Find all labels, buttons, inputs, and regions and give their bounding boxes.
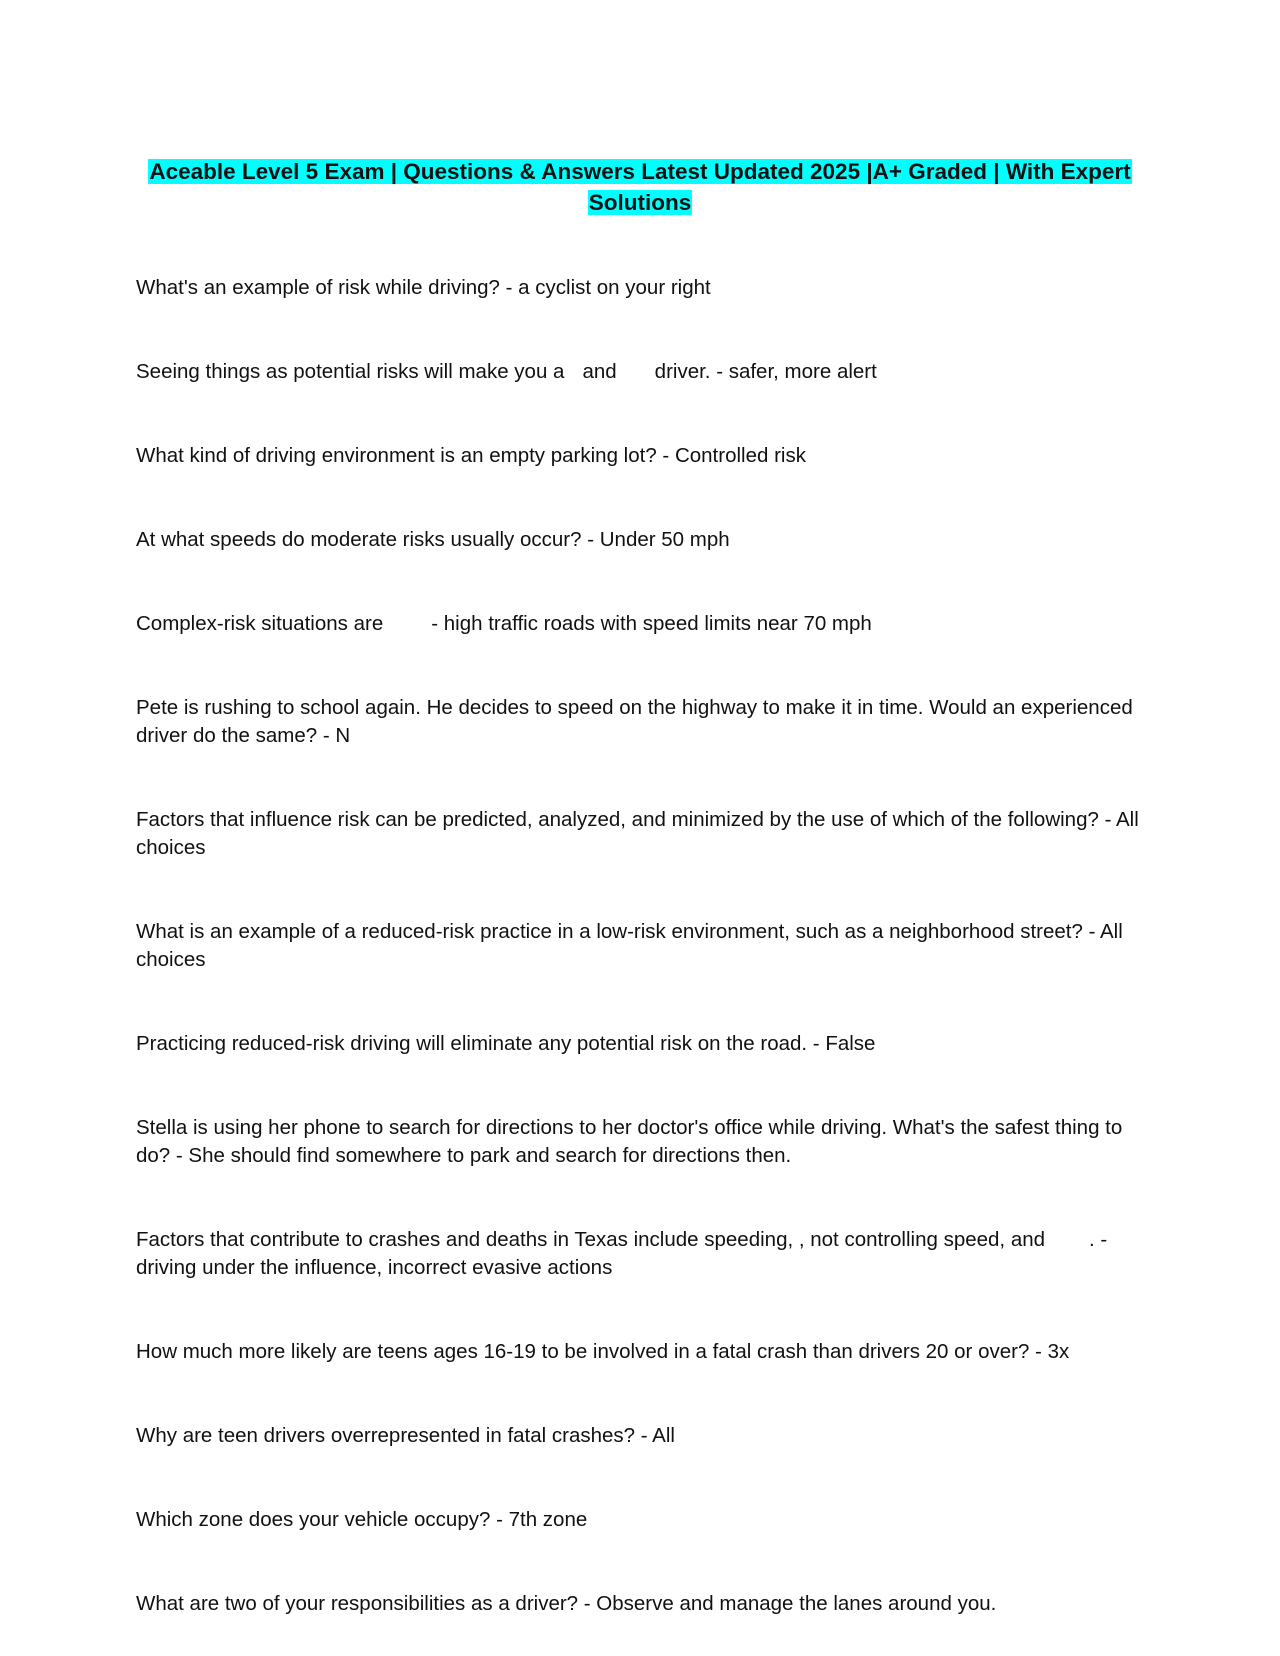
qa-item-11-part-1: Factors that contribute to crashes and deaths in Texas include speeding, , not controlling speed, and (136, 1228, 1046, 1251)
qa-item-7: Factors that influence risk can be predicted, analyzed, and minimized by the use of which of the following? - All choices (136, 808, 1139, 859)
qa-item-8: What is an example of a reduced-risk practice in a low-risk environment, such as a neighborhood street? - All choices (136, 920, 1123, 971)
qa-item-3: What kind of driving environment is an empty parking lot? - Controlled risk (136, 444, 806, 467)
qa-item-14: Which zone does your vehicle occupy? - 7th zone (136, 1508, 588, 1531)
title-line-2: Solutions (588, 190, 692, 215)
qa-item-2-part-1: Seeing things as potential risks will make you a (136, 360, 565, 383)
qa-item-5 (136, 610, 1146, 638)
qa-item-1: What's an example of risk while driving? - a cyclist on your right (136, 276, 711, 299)
qa-item-11 (136, 1226, 1146, 1282)
qa-item-2-part-2: and (582, 360, 617, 383)
qa-item-12: How much more likely are teens ages 16-19 to be involved in a fatal crash than drivers 20 or over? - 3x (136, 1340, 1070, 1363)
qa-item-15: What are two of your responsibilities as a driver? - Observe and manage the lanes around you. (136, 1592, 997, 1615)
qa-item-5-part-1: Complex-risk situations are (136, 612, 384, 635)
qa-item-9: Practicing reduced-risk driving will eliminate any potential risk on the road. - False (136, 1032, 876, 1055)
qa-item-10: Stella is using her phone to search for directions to her doctor's office while driving. What's the safest thing to do? - She should find somewhere to park and search for directions then. (136, 1116, 1123, 1167)
qa-item-2-part-3: driver. - safer, more alert (654, 360, 877, 383)
title-line-1: Aceable Level 5 Exam | Questions & Answers Latest Updated 2025 |A+ Graded | With Expert (149, 159, 1131, 184)
document-title (140, 156, 1140, 218)
qa-item-4: At what speeds do moderate risks usually occur? - Under 50 mph (136, 528, 730, 551)
qa-item-13: Why are teen drivers overrepresented in fatal crashes? - All (136, 1424, 675, 1447)
qa-item-5-part-2: - high traffic roads with speed limits near 70 mph (431, 612, 872, 635)
qa-item-6: Pete is rushing to school again. He decides to speed on the highway to make it in time. Would an experienced driver do the same? - N (136, 696, 1133, 747)
qa-item-11-part-3: driving under the influence, incorrect evasive actions (136, 1256, 613, 1279)
qa-item-2 (136, 358, 1146, 386)
qa-item-11-part-2: . - (1089, 1228, 1108, 1251)
